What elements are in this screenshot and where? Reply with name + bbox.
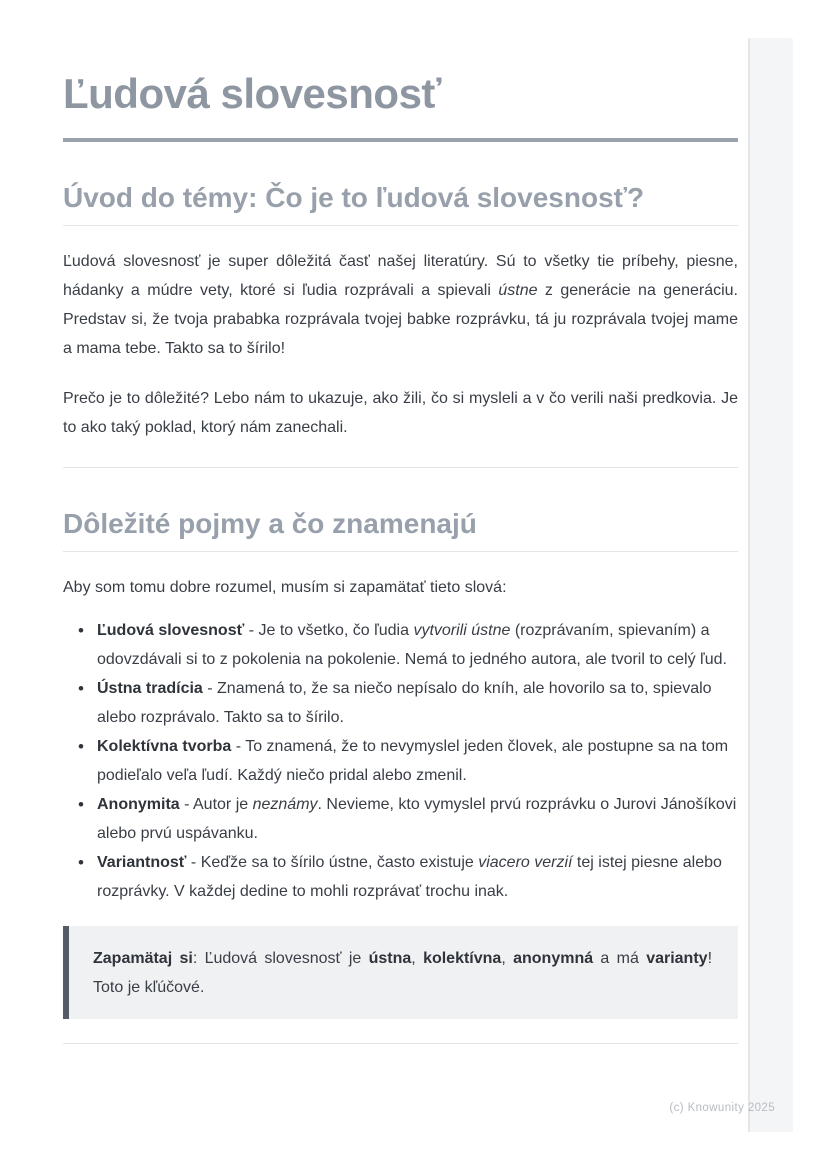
page-content [63, 0, 738, 1044]
adjacent-page-edge [748, 38, 793, 1132]
heading-divider [63, 225, 738, 226]
terms-intro: Aby som tomu dobre rozumel, musím si zapamätať tieto slová: [63, 579, 507, 597]
list-item: • Anonymita - Autor je neznámy. Nevieme, kto vymyslel prvú rozprávku o Jurovi Jánošíkovi alebo prvú uspávanku. [63, 790, 738, 848]
end-divider [63, 1043, 738, 1044]
title-divider [63, 138, 738, 142]
list-item: • Variantnosť - Keďže sa to šírilo ústne, často existuje viacero verzií tej istej piesne alebo rozprávky. V každej dedine to mohli rozprávať trochu inak. [63, 848, 738, 906]
paragraph: Ľudová slovesnosť je super dôležitá časť našej literatúry. Sú to všetky tie príbehy, piesne, hádanky a múdre vety, ktoré si ľudia rozprávali a spievali ústne z generácie na generáciu. Predstav si, že tvoja prababka rozprávala tvojej babke rozprávku, tá ju rozprávala tvojej mame a mama tebe. Takto sa to šírilo! [63, 253, 739, 358]
page-footer: (c) Knowunity 2025 [669, 1102, 775, 1114]
paragraph: Prečo je to dôležité? Lebo nám to ukazuje, ako žili, čo si mysleli a v čo verili naši predkovia. Je to ako taký poklad, ktorý nám zanechali. [63, 390, 738, 437]
list-item: • Ľudová slovesnosť - Je to všetko, čo ľudia vytvorili ústne (rozprávaním, spievaním) a odovzdávali si to z pokolenia na pokolenie. Nemá to jedného autora, ale tvoril to celý ľud. [63, 616, 738, 674]
page-title: Ľudová slovesnosť [63, 70, 442, 117]
remember-callout: Zapamätaj si: Ľudová slovesnosť je ústna, kolektívna, anonymná a má varianty! Toto je kľúčové. [63, 926, 738, 1019]
list-item: • Kolektívna tvorba - To znamená, že to nevymyslel jeden človek, ale postupne sa na tom podieľalo veľa ľudí. Každý niečo pridal alebo zmenil. [63, 732, 738, 790]
section-divider [63, 467, 738, 468]
section-terms-heading: Dôležité pojmy a čo znamenajú [63, 508, 477, 540]
heading-divider [63, 551, 738, 552]
section-intro-heading: Úvod do témy: Čo je to ľudová slovesnosť? [63, 182, 645, 214]
section-intro [63, 180, 738, 442]
list-item: • Ústna tradícia - Znamená to, že sa niečo nepísalo do kníh, ale hovorilo sa to, spievalo alebo rozprávalo. Takto sa to šírilo. [63, 674, 738, 732]
section-terms [63, 506, 738, 906]
term-list [63, 616, 738, 906]
